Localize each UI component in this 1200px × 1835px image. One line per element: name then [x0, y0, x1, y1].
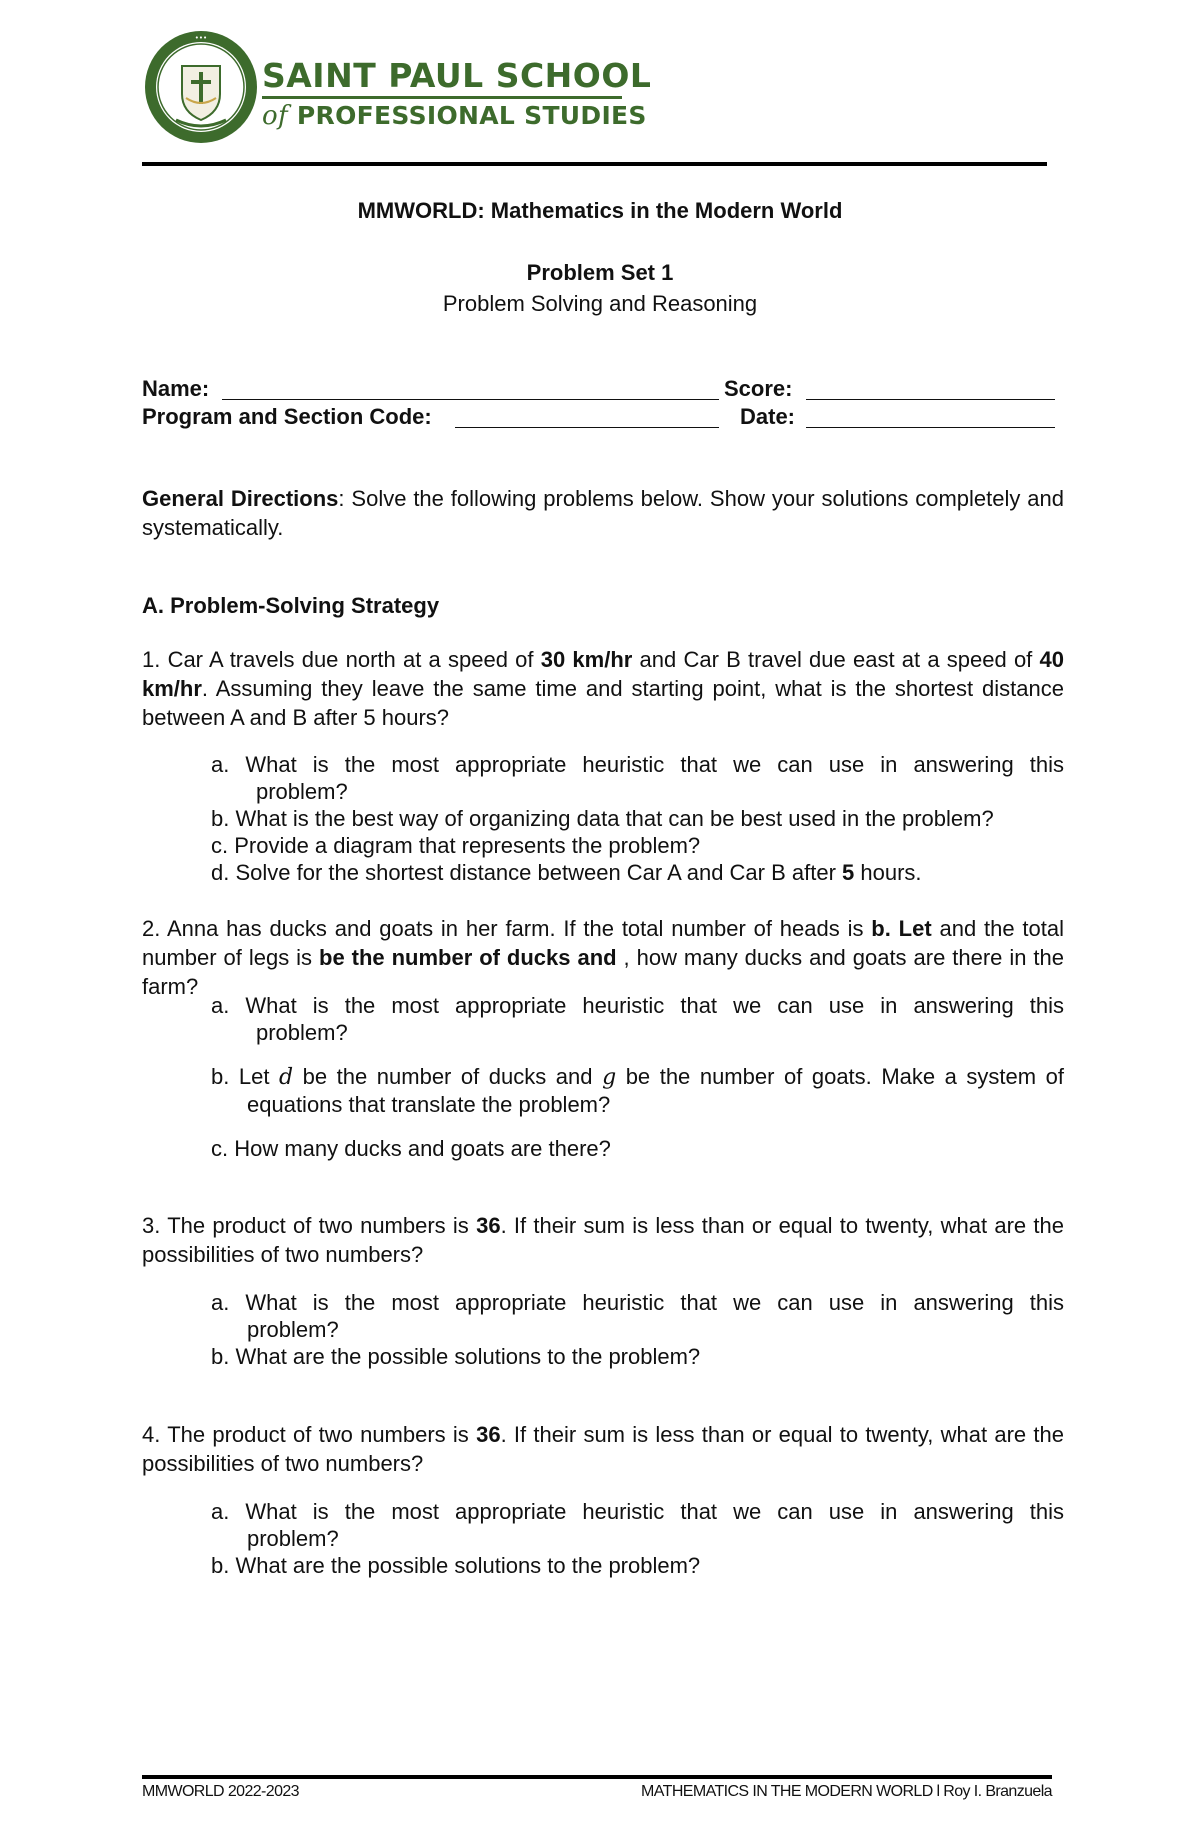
- svg-text:•••: •••: [194, 34, 208, 42]
- problem-2-question-b-cont: equations that translate the problem?: [247, 1092, 611, 1117]
- problem-4-question-a-cont: problem?: [247, 1526, 339, 1551]
- problem-2-text-2: and the total number of legs is: [142, 916, 1064, 970]
- problem-2-question-b-text-2: be the number of ducks and: [293, 1064, 603, 1089]
- problem-1-question-b: b. What is the best way of organizing data that can be best used in the problem?: [211, 806, 994, 831]
- school-seal-icon: [142, 28, 260, 146]
- general-directions: [142, 484, 1064, 542]
- problem-1-text-1: 1. Car A travels due north at a speed of: [142, 647, 541, 672]
- problem-2-question-c: c. How many ducks and goats are there?: [211, 1136, 611, 1161]
- problem-1-question-d-text-1: d. Solve for the shortest distance between Car A and Car B after: [211, 860, 843, 885]
- problem-3-question-b: b. What are the possible solutions to the problem?: [211, 1344, 701, 1369]
- school-name-of: of: [262, 101, 288, 131]
- problem-1-question-d-hours: 5: [842, 860, 855, 885]
- problem-2-text-3: , how many ducks and goats are there in the farm?: [142, 945, 1065, 999]
- date-label: Date:: [740, 404, 796, 429]
- problem-2-var-d: d: [279, 1065, 294, 1090]
- problem-3: [142, 1211, 1064, 1269]
- problem-1-text-2: and Car B travel due east at a speed of: [632, 647, 1040, 672]
- problem-1-speed-a: 30 km/hr: [540, 647, 633, 672]
- problem-3-subquestions: [211, 1289, 1064, 1370]
- problem-1-question-d-text-2: hours.: [854, 860, 922, 885]
- school-name-professional-studies: PROFESSIONAL STUDIES: [296, 101, 647, 130]
- problem-1-text-3: . Assuming they leave the same time and starting point, what is the shortest distance between A and B after 5 hours?: [142, 676, 1064, 730]
- problem-4-text-2: . If their sum is less than or equal to twenty, what are the possibilities of two numbers?: [142, 1422, 1065, 1476]
- problem-2-var-g: g: [602, 1065, 617, 1090]
- problem-2-heads: b. Let: [871, 916, 940, 941]
- footer-divider: [142, 1775, 1052, 1779]
- problem-1-question-c: c. Provide a diagram that represents the problem?: [211, 833, 701, 858]
- problem-3-question-a: a. What is the most appropriate heuristic that we can use in answering this: [211, 1290, 1064, 1315]
- course-title: MMWORLD: Mathematics in the Modern World: [357, 198, 843, 223]
- general-directions-label: General Directions: [142, 486, 339, 511]
- program-section-field[interactable]: [455, 427, 719, 428]
- name-label: Name:: [142, 376, 210, 401]
- problem-2-question-a: a. What is the most appropriate heuristic that we can use in answering this: [211, 993, 1064, 1018]
- problem-1-question-d: [211, 859, 1064, 886]
- problem-4-question-b: b. What are the possible solutions to the problem?: [211, 1553, 701, 1578]
- problem-1-speed-b: 40 km/hr: [142, 647, 1064, 701]
- problem-3-product: 36: [476, 1213, 501, 1238]
- program-section-label: Program and Section Code:: [142, 404, 432, 429]
- problem-3-text-2: . If their sum is less than or equal to twenty, what are the possibilities of two numbers?: [142, 1213, 1065, 1267]
- problem-2: [142, 914, 1064, 1001]
- problem-2-question-b: [211, 1063, 1064, 1091]
- footer-right-text: MATHEMATICS IN THE MODERN WORLD l Roy I. Branzuela: [641, 1783, 1052, 1800]
- school-name-line1: SAINT PAUL SCHOOL: [262, 56, 652, 95]
- footer-left-text: MMWORLD 2022-2023: [142, 1783, 299, 1800]
- score-label: Score:: [724, 376, 793, 401]
- general-directions-text: : Solve the following problems below. Show your solutions completely and systematically.: [142, 486, 1064, 540]
- problem-1: [142, 645, 1064, 732]
- header-divider: [142, 162, 1047, 166]
- problem-set-title: Problem Set 1: [526, 260, 674, 285]
- problem-3-text-1: 3. The product of two numbers is: [142, 1213, 477, 1238]
- problem-4-subquestions: [211, 1498, 1064, 1579]
- problem-2-question-a-cont: problem?: [256, 1020, 348, 1045]
- problem-2-subquestions: [211, 992, 1064, 1162]
- problem-set-subtitle: Problem Solving and Reasoning: [442, 291, 758, 316]
- problem-4-question-a: a. What is the most appropriate heuristic that we can use in answering this: [211, 1499, 1064, 1524]
- section-a-title: A. Problem-Solving Strategy: [142, 593, 440, 618]
- problem-1-question-a-cont: problem?: [256, 779, 348, 804]
- problem-2-legs: be the number of ducks and: [319, 945, 624, 970]
- problem-4: [142, 1420, 1064, 1478]
- problem-2-text-1: 2. Anna has ducks and goats in her farm. If the total number of heads is: [142, 916, 872, 941]
- date-field[interactable]: [806, 427, 1055, 428]
- school-name-rule: [262, 96, 622, 99]
- problem-1-subquestions: [211, 751, 1064, 886]
- problem-4-product: 36: [476, 1422, 501, 1447]
- problem-1-question-a: a. What is the most appropriate heuristic that we can use in answering this: [211, 752, 1064, 777]
- problem-2-question-b-text-3: be the number of goats. Make a system of: [616, 1064, 1064, 1089]
- name-field[interactable]: [222, 399, 719, 400]
- problem-2-question-b-text-1: b. Let: [211, 1064, 280, 1089]
- problem-4-text-1: 4. The product of two numbers is: [142, 1422, 477, 1447]
- problem-3-question-a-cont: problem?: [247, 1317, 339, 1342]
- score-field[interactable]: [806, 399, 1055, 400]
- school-name-line2: [262, 102, 651, 130]
- school-name: [262, 58, 651, 130]
